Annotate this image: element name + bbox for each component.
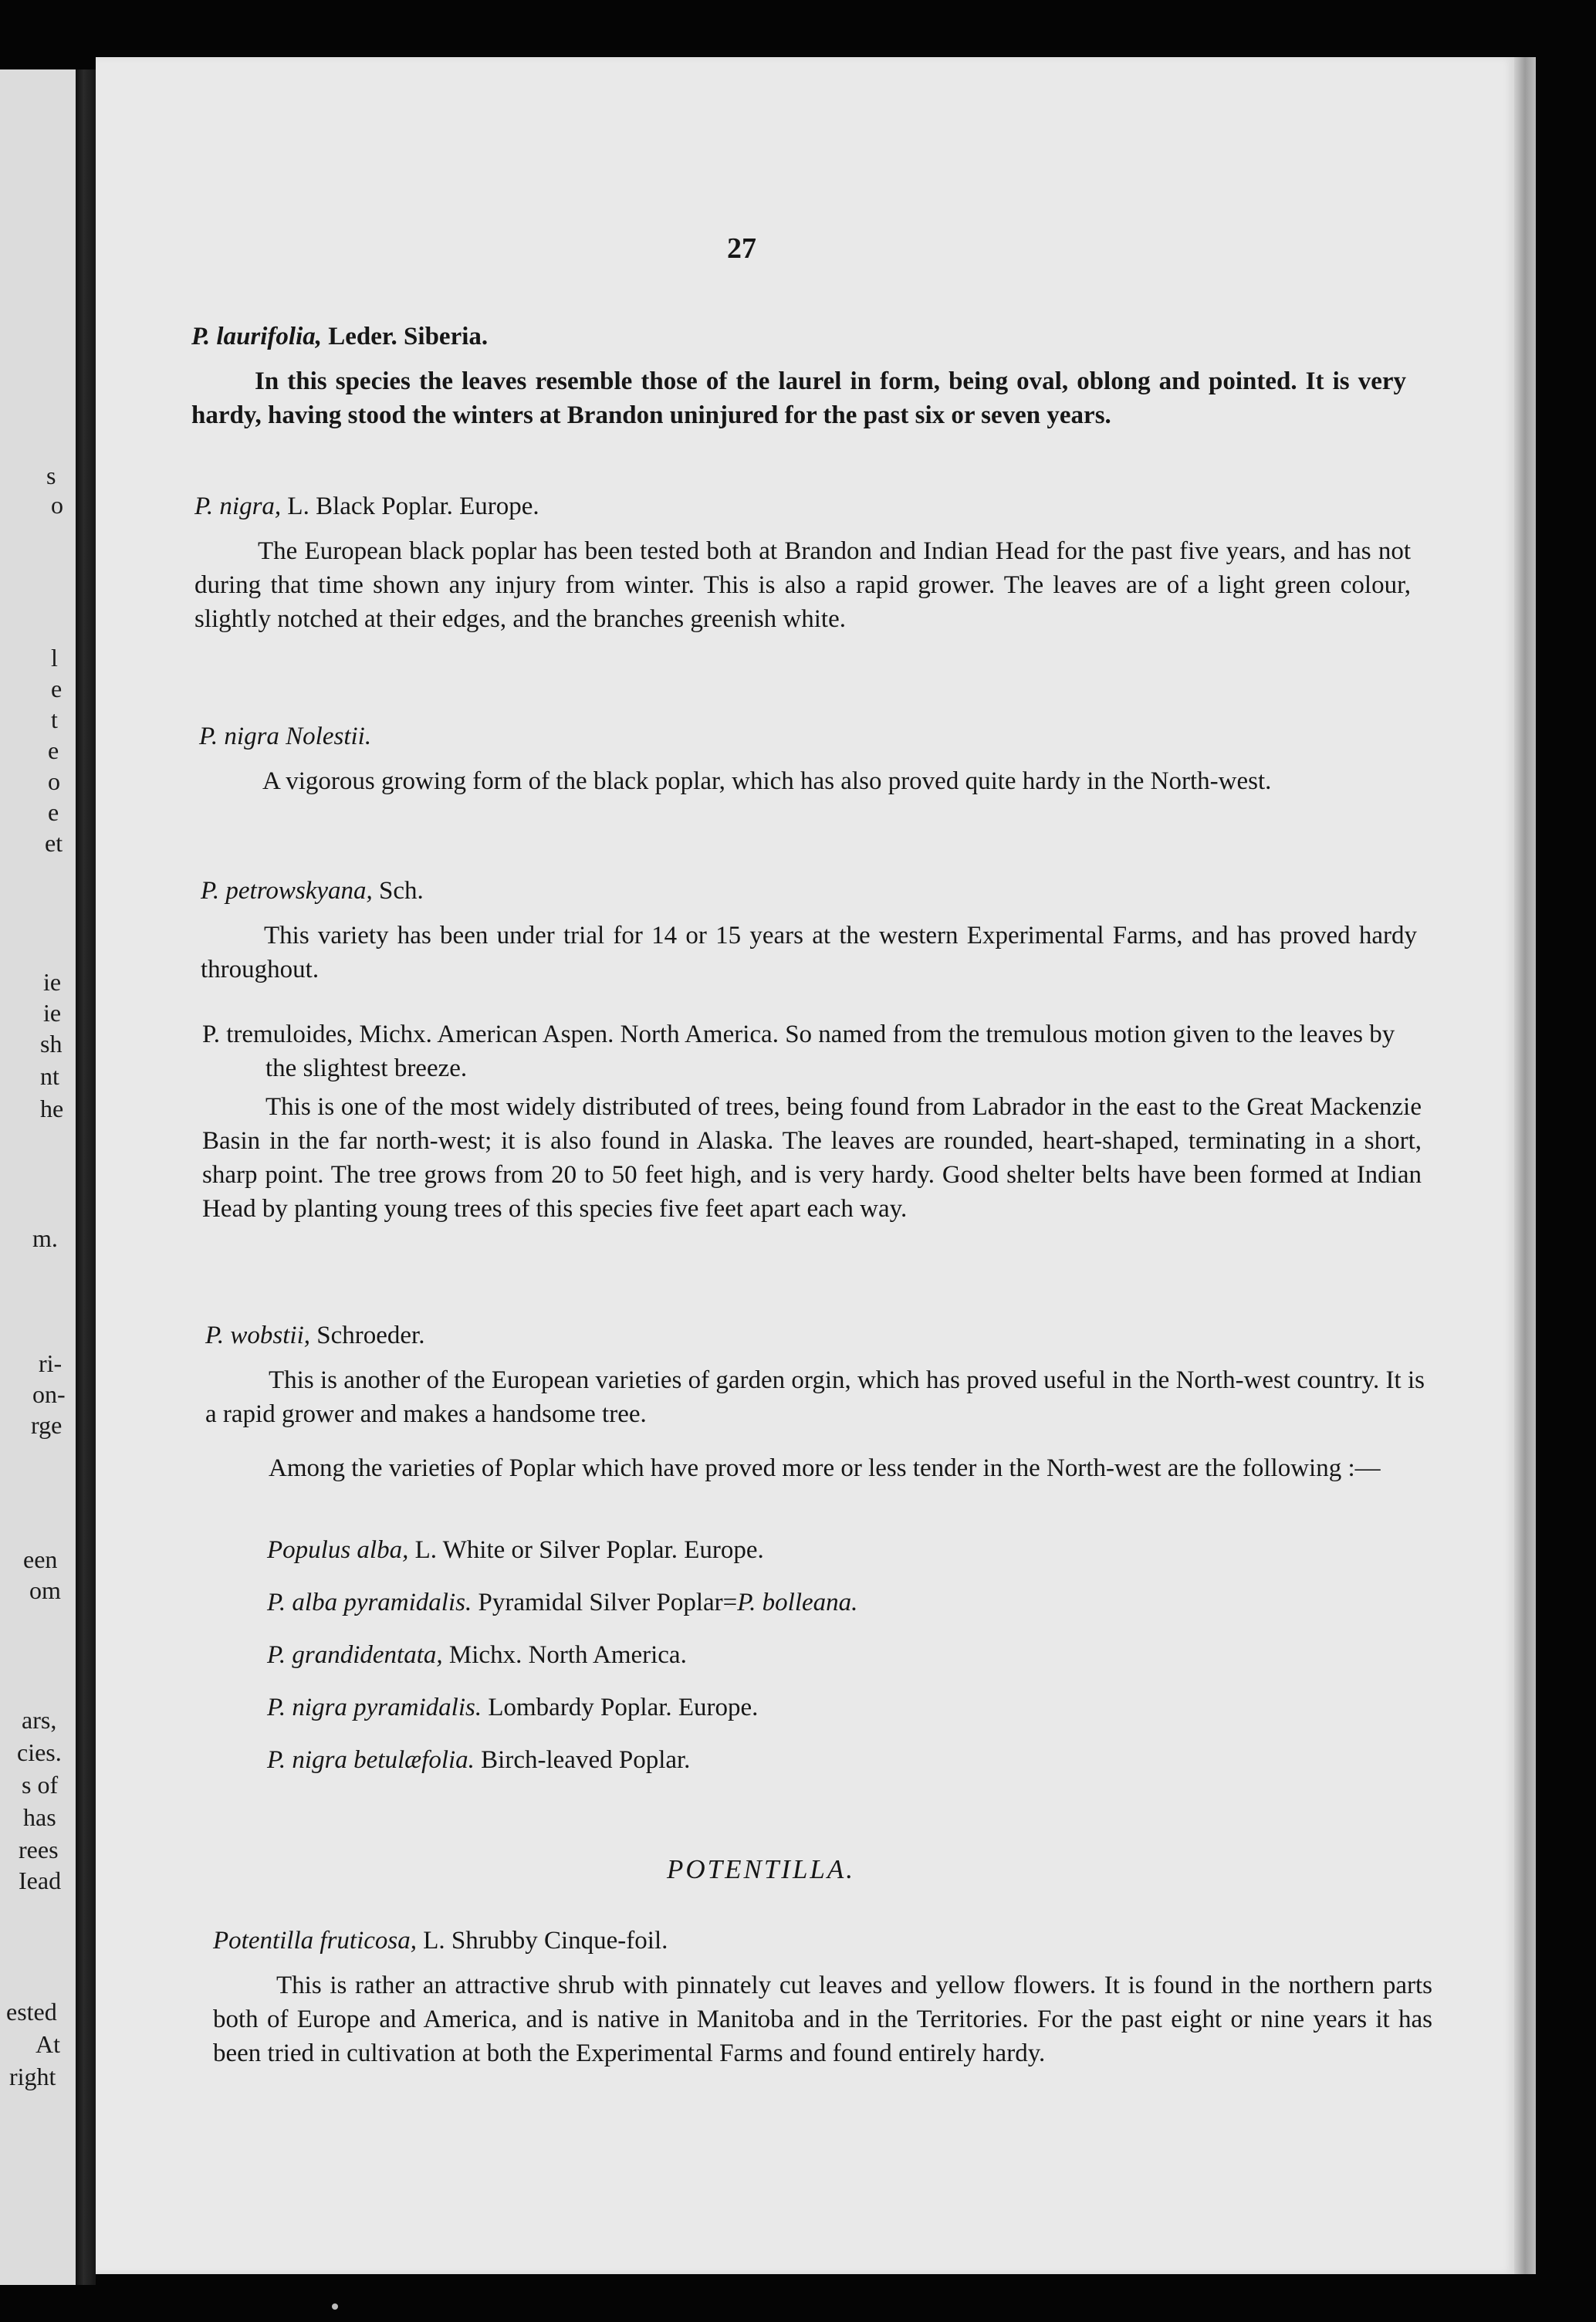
left-text-fragment: t	[51, 706, 58, 733]
list-latin-name: P. alba pyramidalis.	[267, 1589, 472, 1616]
left-text-fragment: een	[23, 1545, 58, 1573]
left-text-fragment: on-	[32, 1380, 66, 1408]
list-item	[267, 1743, 1270, 1777]
list-item	[267, 1638, 1270, 1672]
entry-paragraph: This is another of the European varieties of garden orgin, which has proved useful in the North-west country. It is a rapid grower and makes a handsome tree.	[205, 1366, 1425, 1428]
entry-latin-name: P. tremuloides,	[202, 1021, 353, 1048]
left-text-fragment: e	[48, 798, 59, 826]
page-number: 27	[727, 232, 756, 265]
left-text-fragment: s of	[22, 1771, 59, 1799]
left-text-fragment: ars,	[22, 1706, 57, 1734]
entry-heading-rest: L. Shrubby Cinque-foil.	[416, 1927, 668, 1955]
entry-paragraph: The European black poplar has been tested both at Brandon and Indian Head for the past five years, and has not during that time shown any injury from winter. This is also a rapid grower. The leaves are of a light green colour, slightly notched at their edges, and the branches greenish white.	[194, 537, 1411, 633]
entry-tremuloides	[202, 1017, 1422, 1226]
left-text-fragment: sh	[40, 1030, 63, 1058]
list-latin-name: P. grandidentata,	[267, 1641, 443, 1669]
entry-potentilla-fruticosa	[213, 1924, 1432, 2070]
entry-heading	[201, 874, 1417, 908]
list-latin-synonym: P. bolleana.	[737, 1589, 858, 1616]
entry-latin-name: P. laurifolia,	[191, 323, 323, 350]
left-text-fragment: ested	[6, 1998, 57, 2026]
entry-heading	[191, 320, 1406, 354]
list-item-rest: Pyramidal Silver Poplar=	[472, 1589, 738, 1616]
page-edge	[1514, 57, 1536, 2274]
entry-heading	[194, 489, 1411, 523]
entry-petrowskyana	[201, 874, 1417, 987]
left-text-fragment: e	[51, 675, 63, 702]
left-text-fragment: has	[23, 1803, 56, 1831]
entry-latin-name: P. nigra,	[194, 492, 282, 520]
list-item-rest: Birch-leaved Poplar.	[474, 1746, 691, 1774]
list-latin-name: P. nigra betulæfolia.	[267, 1746, 475, 1774]
left-text-fragment: he	[40, 1095, 64, 1122]
scan-speck	[332, 2303, 338, 2310]
left-text-fragment: o	[48, 767, 60, 795]
left-text-fragment: l	[51, 644, 58, 672]
entry-paragraph: This variety has been under trial for 14 or 15 years at the western Experimental Farms, and has proved hardy throughout.	[201, 922, 1417, 983]
entry-paragraph: This is rather an attractive shrub with pinnately cut leaves and yellow flowers. It is found in the northern parts both of Europe and America, and is native in Manitoba and in the Territories. For the past eight or nine years it has been tried in cultivation at both the Experimental Farms and found entirely hardy.	[213, 1972, 1432, 2067]
list-item	[267, 1586, 1270, 1620]
entry-paragraph: A vigorous growing form of the black poplar, which has also proved quite hardy in the North-west.	[262, 767, 1272, 795]
list-item-rest: Michx. North America.	[442, 1641, 687, 1669]
list-latin-name: P. nigra pyramidalis.	[267, 1694, 482, 1721]
entry-latin-name: P. nigra Nolestii.	[199, 723, 372, 750]
left-text-fragment: om	[29, 1576, 61, 1604]
list-item	[267, 1533, 1270, 1567]
tender-varieties-list	[267, 1533, 1270, 1796]
left-text-fragment: et	[45, 829, 63, 857]
entry-nigra	[194, 489, 1411, 636]
left-text-fragment: s	[46, 462, 56, 489]
left-text-fragment: Iead	[19, 1867, 62, 1894]
left-text-fragment: ie	[43, 999, 62, 1027]
entry-heading	[199, 719, 1415, 753]
left-text-fragment: rees	[19, 1836, 59, 1863]
entry-nigra-nolestii	[199, 719, 1415, 798]
entry-heading	[213, 1924, 1432, 1958]
entry-heading-rest: Leder. Siberia.	[322, 323, 489, 350]
entry-heading-rest: L. Black Poplar. Europe.	[281, 492, 539, 520]
left-text-fragment: right	[9, 2063, 56, 2090]
entry-wobstii	[205, 1318, 1425, 1485]
list-item-rest: Lombardy Poplar. Europe.	[482, 1694, 759, 1721]
left-text-fragment: rge	[31, 1411, 63, 1439]
entry-heading-rest: Schroeder.	[310, 1322, 425, 1349]
entry-paragraph: In this species the leaves resemble those of the laurel in form, being oval, oblong and pointed. It is very hardy, having stood the winters at Brandon uninjured for the past six or seven years.	[191, 367, 1406, 429]
book-page	[96, 57, 1514, 2274]
left-text-fragment: cies.	[17, 1738, 62, 1766]
entry-paragraph: This is one of the most widely distributed of trees, being found from Labrador in the east to the Great Mackenzie Basin in the far north-west; it is also found in Alaska. The leaves are rounded, heart-shaped, terminating in a short, sharp point. The tree grows from 20 to 50 feet high, and is very hardy. Good shelter belts have been formed at Indian Head by planting young trees of this species five feet apart each way.	[202, 1093, 1422, 1223]
left-text-fragment: o	[51, 491, 63, 519]
entry-latin-name: P. petrowskyana,	[201, 877, 373, 905]
book-gutter	[76, 69, 96, 2285]
entry-heading-rest: Michx. American Aspen. North America. So named from the tremulous motion given to the leaves by the slightest breeze.	[265, 1021, 1395, 1082]
left-text-fragment: e	[48, 736, 59, 764]
entry-heading	[205, 1318, 1425, 1352]
list-item-rest: L. White or Silver Poplar. Europe.	[408, 1536, 764, 1564]
entry-latin-name: Potentilla fruticosa,	[213, 1927, 417, 1955]
left-text-fragment: m.	[32, 1224, 58, 1252]
left-text-fragment: ie	[43, 968, 62, 996]
section-title: POTENTILLA.	[667, 1854, 856, 1884]
list-item	[267, 1691, 1270, 1725]
entry-paragraph: Among the varieties of Poplar which have proved more or less tender in the North-west are the following :—	[269, 1454, 1381, 1482]
entry-heading-rest: Sch.	[372, 877, 424, 905]
left-text-fragment: nt	[40, 1062, 59, 1090]
list-latin-name: Populus alba,	[267, 1536, 409, 1564]
entry-latin-name: P. wobstii,	[205, 1322, 311, 1349]
left-page-fragment	[0, 69, 76, 2285]
left-text-fragment: At	[36, 2030, 60, 2058]
entry-laurifolia	[191, 320, 1406, 432]
left-text-fragment: ri-	[39, 1349, 63, 1377]
entry-heading	[202, 1017, 1422, 1085]
